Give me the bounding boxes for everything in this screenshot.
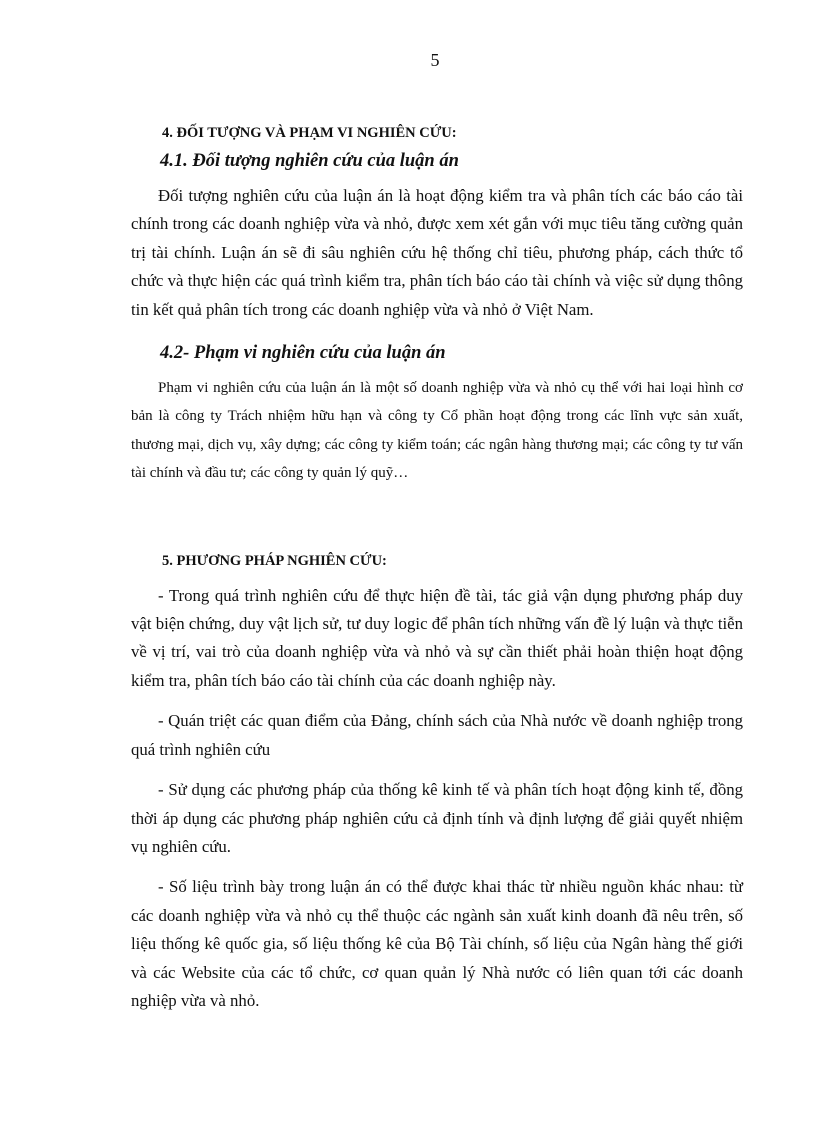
section-4-2-heading: 4.2- Phạm vi nghiên cứu của luận án — [160, 343, 446, 364]
page-content — [131, 120, 743, 1015]
section-4-heading: 4. ĐỐI TƯỢNG VÀ PHẠM VI NGHIÊN CỨU: — [162, 125, 457, 141]
page-number: 5 — [430, 50, 440, 70]
method-item: - Quán triệt các quan điểm của Đảng, chính sách của Nhà nước về doanh nghiệp trong quá trình nghiên cứu — [131, 711, 743, 759]
section-5-heading: 5. PHƯƠNG PHÁP NGHIÊN CỨU: — [162, 552, 387, 569]
method-item: - Sử dụng các phương pháp của thống kê kinh tế và phân tích hoạt động kinh tế, đồng thời áp dụng các phương pháp nghiên cứu cả định tính và định lượng để giải quyết nhiệm vụ nghiên cứu. — [131, 780, 743, 856]
section-4-1-heading: 4.1. Đối tượng nghiên cứu của luận án — [160, 151, 459, 171]
section-4-2-paragraph: Phạm vi nghiên cứu của luận án là một số doanh nghiệp vừa và nhỏ cụ thể với hai loại hình cơ bản là công ty Trách nhiệm hữu hạn và công ty Cổ phần hoạt động trong các lĩnh vực sản xuất, thương mại, dịch vụ, xây dựng; các công ty kiểm toán; các ngân hàng thương mại; các công ty tư vấn tài chính và đầu tư; các công ty quản lý quỹ… — [131, 380, 743, 482]
method-list — [131, 582, 743, 1016]
section-4-1-paragraph: Đối tượng nghiên cứu của luận án là hoạt động kiểm tra và phân tích các báo cáo tài chính trong các doanh nghiệp vừa và nhỏ, được xem xét gắn với mục tiêu tăng cường quản trị tài chính. Luận án sẽ đi sâu nghiên cứu hệ thống chỉ tiêu, phương pháp, cách thức tổ chức và thực hiện các quá trình kiểm tra, phân tích báo cáo tài chính và việc sử dụng thông tin kết quả phân tích trong các doanh nghiệp vừa và nhỏ ở Việt Nam. — [131, 186, 743, 319]
method-item: - Số liệu trình bày trong luận án có thể được khai thác từ nhiều nguồn khác nhau: từ các doanh nghiệp vừa và nhỏ cụ thể thuộc các ngành sản xuất kinh doanh đã nêu trên, số liệu thống kê quốc gia, số liệu thống kê của Bộ Tài chính, số liệu của Ngân hàng thế giới và các Website của các tổ chức, cơ quan quản lý Nhà nước có liên quan tới các doanh nghiệp vừa và nhỏ. — [131, 877, 743, 1010]
method-item: - Trong quá trình nghiên cứu để thực hiện đề tài, tác giả vận dụng phương pháp duy vật biện chứng, duy vật lịch sử, tư duy logic để phân tích những vấn đề lý luận và thực tiễn về vị trí, vai trò của doanh nghiệp vừa và nhỏ và sự cần thiết phải hoàn thiện hoạt động kiểm tra, phân tích báo cáo tài chính của các doanh nghiệp này. — [131, 585, 743, 690]
